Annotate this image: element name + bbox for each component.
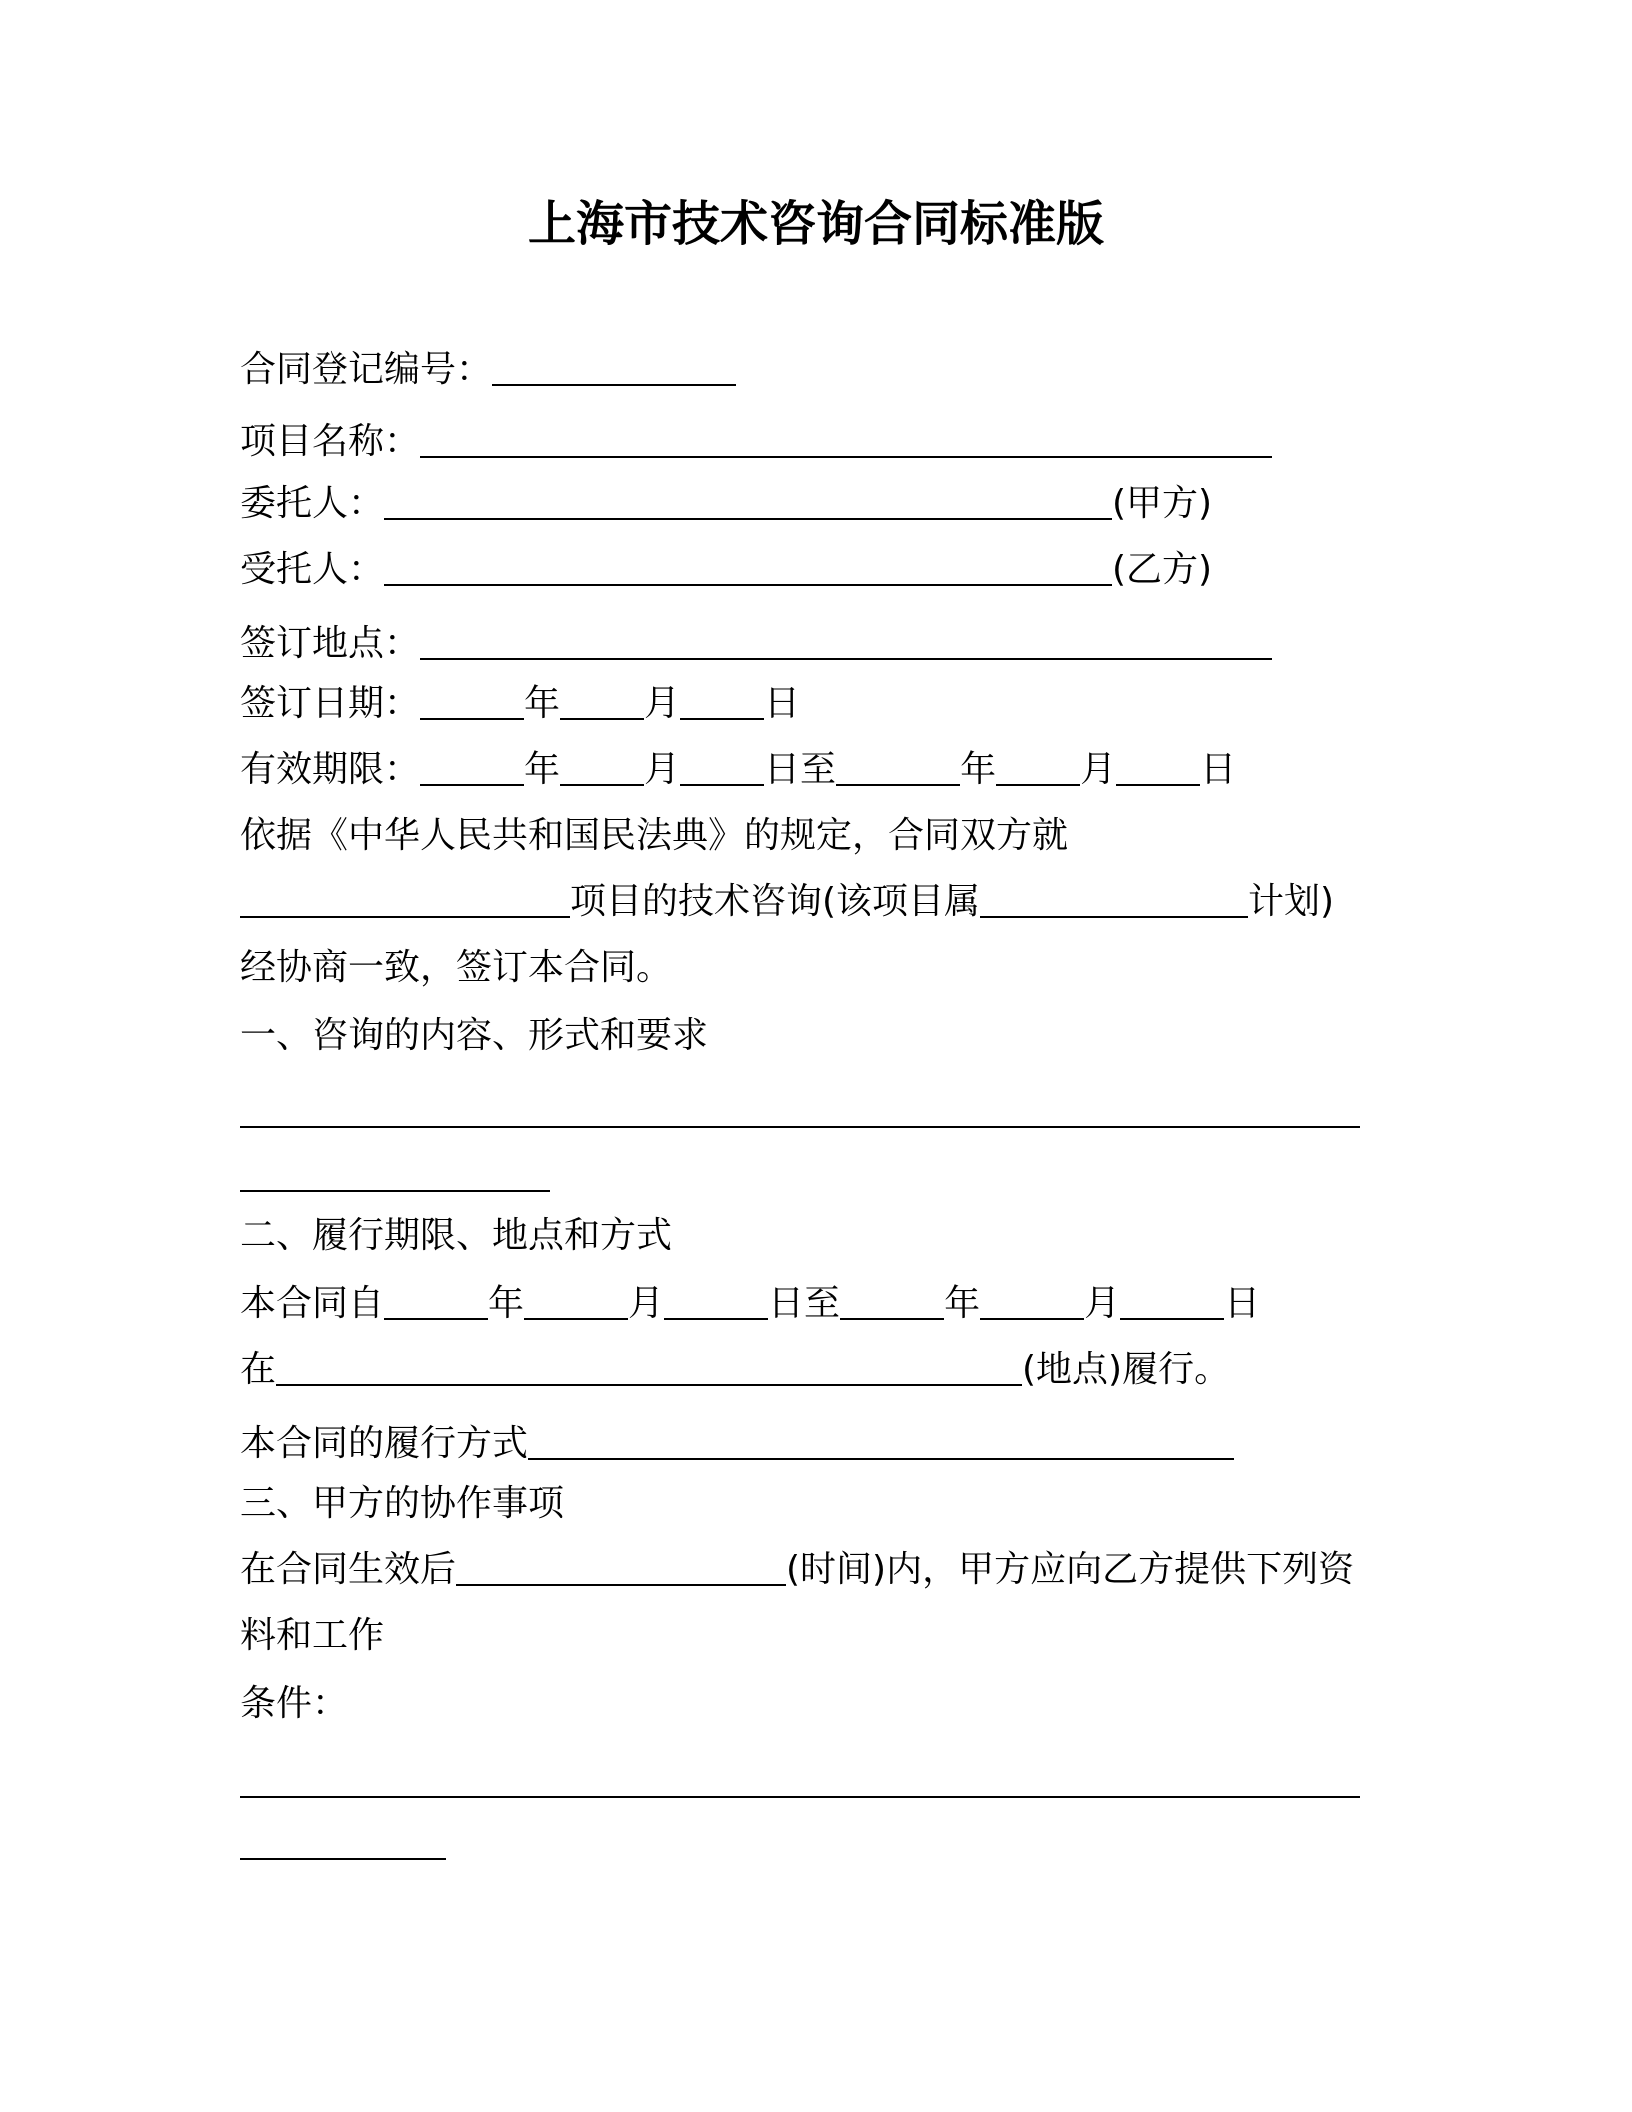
validity-end-year-unit: 年: [960, 749, 997, 790]
section-3-blank-line-2: [240, 1858, 446, 1860]
period-end-year-unit: 年: [944, 1283, 981, 1324]
section-3-line-2: 料和工作: [240, 1615, 385, 1656]
registration-number-row: [240, 346, 736, 394]
sign-date-year-blank: [420, 680, 524, 720]
sign-place-blank: [420, 620, 1272, 660]
plan-blank: [980, 878, 1248, 918]
preamble-line-2: [240, 878, 1334, 926]
sign-place-row: [240, 620, 1272, 668]
sign-date-row: [240, 680, 800, 728]
registration-number-label: 合同登记编号：: [240, 349, 493, 390]
period-start-year-blank: [384, 1280, 488, 1320]
client-suffix: (甲方): [1112, 483, 1213, 524]
consultant-label: 受托人：: [240, 549, 385, 590]
preamble-line-2-end: 计划): [1248, 881, 1335, 922]
sign-date-year-unit: 年: [524, 683, 561, 724]
section-2-method-row: [240, 1420, 1234, 1468]
section-1-blank-line-2: [240, 1190, 550, 1192]
section-3-heading: 三、甲方的协作事项: [240, 1483, 565, 1524]
validity-end-month-unit: 月: [1080, 749, 1117, 790]
validity-start-day-blank: [680, 746, 764, 786]
validity-end-month-blank: [996, 746, 1080, 786]
section-3-line-3: 条件：: [240, 1683, 349, 1724]
preamble-line-3: 经协商一致，签订本合同。: [240, 947, 673, 988]
preamble-line-2-mid: 项目的技术咨询(该项目属: [570, 881, 981, 922]
validity-start-month-unit: 月: [644, 749, 681, 790]
consultant-suffix: (乙方): [1112, 549, 1213, 590]
project-name-row: [240, 418, 1272, 466]
sign-date-label: 签订日期：: [240, 683, 421, 724]
validity-end-day-unit: 日: [1200, 749, 1237, 790]
validity-start-year-unit: 年: [524, 749, 561, 790]
registration-number-blank: [492, 346, 736, 386]
sign-date-day-unit: 日: [764, 683, 801, 724]
effective-time-blank: [456, 1546, 786, 1586]
section-2-place-row: [240, 1346, 1230, 1394]
validity-to-unit: 日至: [764, 749, 837, 790]
period-end-day-unit: 日: [1224, 1283, 1261, 1324]
validity-start-month-blank: [560, 746, 644, 786]
sign-date-day-blank: [680, 680, 764, 720]
section-2-heading: 二、履行期限、地点和方式: [240, 1215, 673, 1256]
validity-end-day-blank: [1116, 746, 1200, 786]
period-end-year-blank: [840, 1280, 944, 1320]
period-start-year-unit: 年: [488, 1283, 525, 1324]
period-end-month-blank: [980, 1280, 1084, 1320]
period-start-day-blank: [664, 1280, 768, 1320]
section-3-blank-line-1: [240, 1796, 1360, 1798]
validity-start-year-blank: [420, 746, 524, 786]
sign-place-label: 签订地点：: [240, 623, 421, 664]
validity-label: 有效期限：: [240, 749, 421, 790]
preamble-line-1: 依据《中华人民共和国民法典》的规定，合同双方就: [240, 815, 1069, 856]
sign-date-month-unit: 月: [644, 683, 681, 724]
section-2-place-suffix: (地点)履行。: [1022, 1349, 1231, 1390]
consultant-blank: [384, 546, 1112, 586]
section-1-blank-line-1: [240, 1126, 1360, 1128]
section-2-place-prefix: 在: [240, 1349, 277, 1390]
section-2-period-prefix: 本合同自: [240, 1283, 385, 1324]
performance-place-blank: [276, 1346, 1022, 1386]
validity-row: [240, 746, 1236, 794]
performance-method-blank: [528, 1420, 1234, 1460]
project-name-blank: [420, 418, 1272, 458]
project-name-label: 项目名称：: [240, 421, 421, 462]
section-1-heading: 一、咨询的内容、形式和要求: [240, 1015, 709, 1056]
period-to-unit: 日至: [768, 1283, 841, 1324]
section-2-method-label: 本合同的履行方式: [240, 1423, 529, 1464]
document-title: 上海市技术咨询合同标准版: [527, 196, 1104, 252]
client-blank: [384, 480, 1112, 520]
section-3-line-1: [240, 1546, 1354, 1594]
client-label: 委托人：: [240, 483, 385, 524]
client-row: [240, 480, 1212, 528]
section-2-period-row: [240, 1280, 1260, 1328]
section-3-line-1-suffix: (时间)内，甲方应向乙方提供下列资: [786, 1549, 1355, 1590]
period-start-month-unit: 月: [628, 1283, 665, 1324]
validity-end-year-blank: [836, 746, 960, 786]
project-scope-blank: [240, 878, 570, 918]
period-start-month-blank: [524, 1280, 628, 1320]
section-3-line-1-prefix: 在合同生效后: [240, 1549, 457, 1590]
period-end-month-unit: 月: [1084, 1283, 1121, 1324]
period-end-day-blank: [1120, 1280, 1224, 1320]
sign-date-month-blank: [560, 680, 644, 720]
consultant-row: [240, 546, 1212, 594]
